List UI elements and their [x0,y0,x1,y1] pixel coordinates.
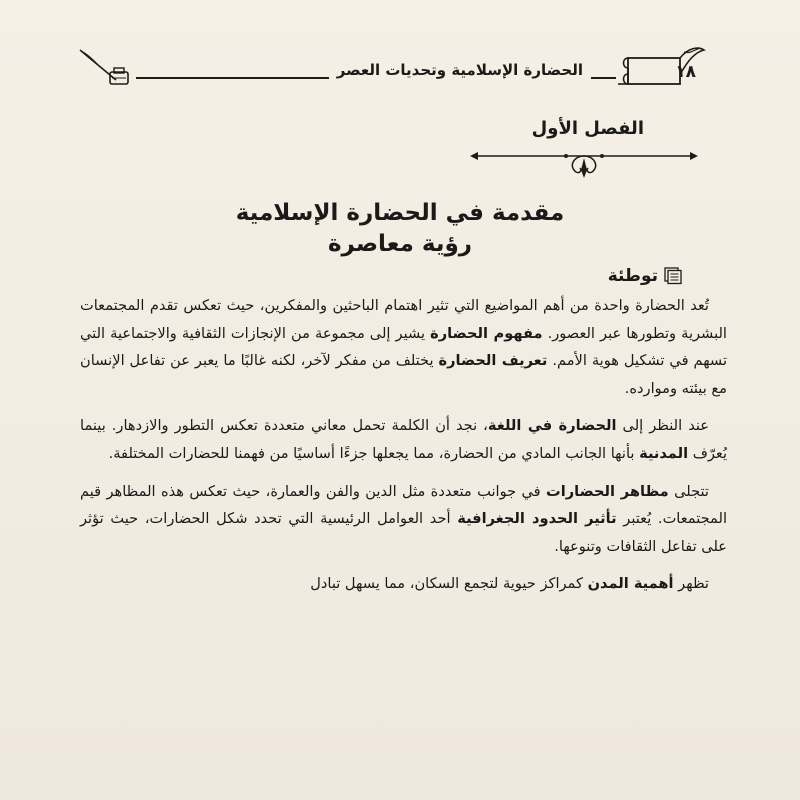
bold-term: المدنية [639,444,689,462]
text-run: تُعد الحضارة واحدة من أهم المواضيع التي تثير اهتمام الباحثين والمفكرين، حيث تعكس تقدم المجتمعات البشرية وتطورها عبر العصور. [80,297,727,342]
body-text [80,292,727,608]
paragraph [80,412,727,467]
text-run: يشير إلى مجموعة من الإنجازات الثقافية والاجتماعية التي تسهم في تشكيل هوية الأمم. [80,324,728,370]
text-run: تتجلى [668,482,709,500]
text-run: ، نجد أن الكلمة تحمل معاني متعددة تعكس التطور والازدهار. بينما يُعرّف [80,417,727,462]
title-line-1: مقدمة في الحضارة الإسلامية [235,200,565,226]
paragraph [80,570,727,598]
section-heading [608,266,684,286]
bold-term: تعريف الحضارة [438,352,548,370]
bold-term: تأثير الحدود الجغرافية [457,510,617,528]
text-run: يختلف من مفكر لآخر، لكنه غالبًا ما يعبر عن تفاعل الإنسان مع بيئته وموارده. [80,352,727,397]
bold-term: الحضارة في اللغة [487,417,617,435]
section-heading-text: توطئة [607,266,658,286]
running-header [76,40,706,90]
title-line-2: رؤية معاصرة [327,231,473,257]
text-run: بأنها الجانب المادي من الحضارة، مما يجعلها جزءًا أساسيًا من فهمنا للحضارات المختلفة. [108,444,640,462]
text-run: كمراكز حيوية لتجمع السكان، مما يسهل تبادل [310,575,588,593]
bold-term: أهمية المدن [587,575,674,593]
paragraph [80,478,727,561]
text-run: عند النظر إلى [616,417,709,435]
text-run: أحد العوامل الرئيسية التي تحدد شكل الحضارات، حيث تؤثر على تفاعل الثقافات وتنوعها. [80,510,727,555]
text-run: تظهر [673,575,709,593]
decorative-divider-ornament [470,142,698,182]
inkwell-quill-icon [76,44,136,88]
bold-term: مفهوم الحضارة [430,324,543,342]
document-stack-icon [664,267,684,285]
page-number: ١٨ [675,62,696,82]
running-title: الحضارة الإسلامية وتحديات العصر [329,60,591,80]
chapter-title [0,198,800,260]
bold-term: مظاهر الحضارات [546,482,669,500]
text-run: في جوانب متعددة مثل الدين والفن والعمارة، حيث تعكس هذه المظاهر قيم المجتمعات. يُعتبر [80,482,727,528]
chapter-label: الفصل الأول [531,118,644,139]
paragraph [80,292,727,402]
